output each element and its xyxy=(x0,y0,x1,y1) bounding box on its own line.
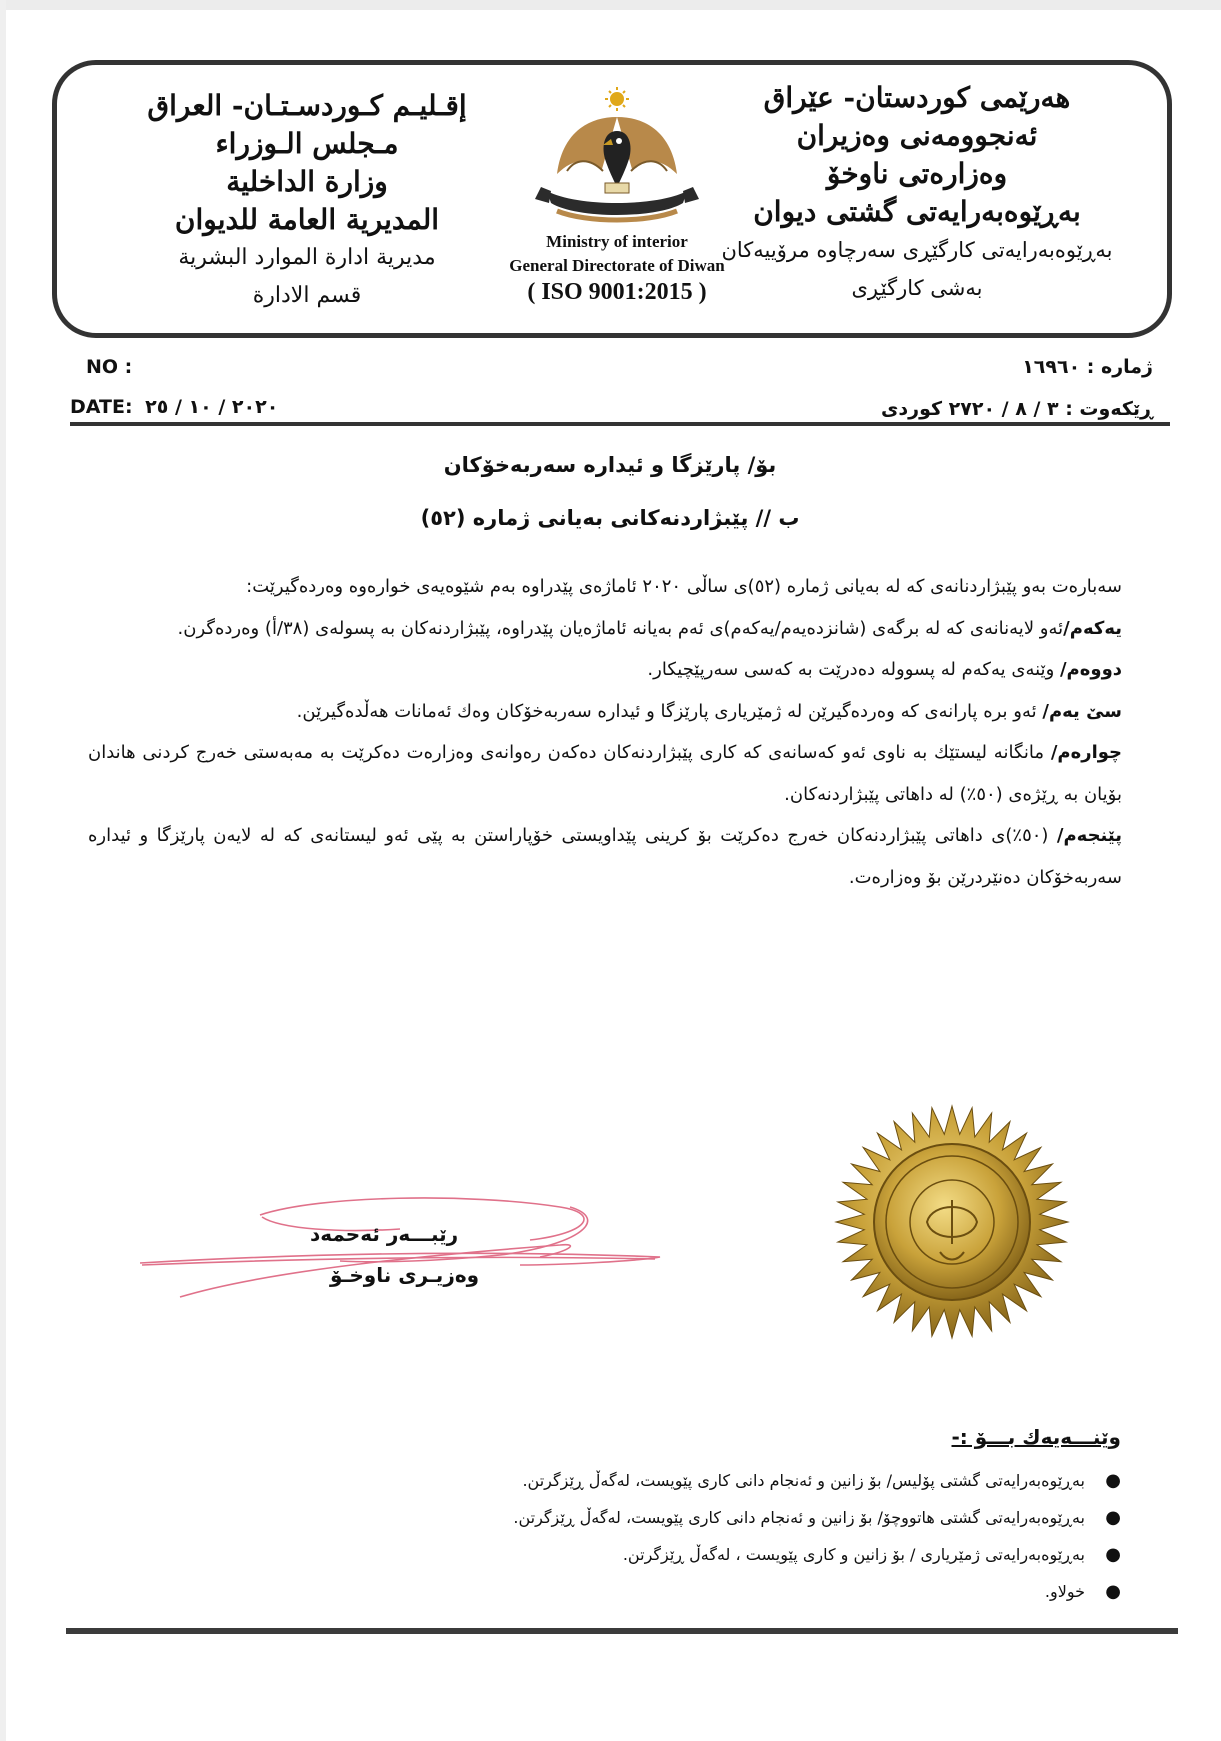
copy-recipient-3: بەڕێوەبەرایەتی ژمێریاری / بۆ زانین و کاری پێویست ، لەگەڵ ڕێزگرتن. xyxy=(622,1545,1085,1564)
bullet-icon: ● xyxy=(1105,1544,1121,1565)
letterhead-kurdish xyxy=(707,79,1127,307)
bullet-icon: ● xyxy=(1105,1507,1121,1528)
date-label-en xyxy=(70,396,278,418)
copy-recipient-2: بەڕێوەبەرایەتی گشتی هاتووچۆ/ بۆ زانین و ئەنجام دانی کاری پێویست، لەگەڵ ڕێزگرتن. xyxy=(513,1508,1085,1527)
body-intro: سەبارەت بەو پێبژاردنانەی کە لە بەیانی ژمارە (٥٢)ی ساڵی ٢٠٢٠ ئاماژەی پێدراوە بەم شێوەیەی خوارەوە وەردەگیرێت: xyxy=(246,576,1122,597)
iso-certification: ( ISO 9001:2015 ) xyxy=(527,279,707,305)
date-kurdish: ڕێکەوت : ٣ / ٨ / ٢٧٢٠ کوردی xyxy=(880,398,1153,420)
item-5-text: (٥٠٪)ی داهاتی پێبژاردنەکان خەرج دەکرێت بۆ کرینی پێداویستی خۆپاراستن بە پێی ئەو لیستانەی کە لە لایەن پارێزگا و ئیدارە سەربەخۆکان دەنێردرێن بۆ وەزارەت. xyxy=(88,825,1122,888)
body-item-2 xyxy=(88,649,1122,691)
kurdish-council-line: ئەنجوومەنی وەزیران xyxy=(796,119,1038,152)
arabic-admin-line: قسم الادارة xyxy=(252,283,362,308)
letterhead-center xyxy=(497,79,737,307)
number-label-en: NO : xyxy=(86,356,133,378)
signatory-title: وەزیـری ناوخـۆ xyxy=(330,1263,480,1287)
list-item xyxy=(321,1573,1121,1610)
subject-line: ب // پێبژاردنەکانی بەیانی ژمارە (٥٢) xyxy=(420,506,800,530)
kurdistan-eagle-emblem-icon xyxy=(527,79,707,229)
body-item-3 xyxy=(88,691,1122,733)
gold-official-seal-icon xyxy=(832,1102,1072,1342)
arabic-council-line: مـجلس الـوزراء xyxy=(215,127,399,160)
list-item xyxy=(321,1499,1121,1536)
handwritten-signature-icon xyxy=(140,1185,680,1315)
item-1-label: یەکەم/ xyxy=(1063,617,1122,639)
item-5-label: پێنجەم/ xyxy=(1056,825,1123,846)
kurdish-hr-line: بەڕێوەبەرایەتی کارگێڕی سەرچاوە مرۆییەکان xyxy=(721,238,1113,262)
body-item-4 xyxy=(88,732,1122,815)
letterhead-arabic xyxy=(117,87,497,315)
number-kurdish: ژمارە : ١٦٩٦٠ xyxy=(1022,356,1153,378)
item-4-text: مانگانە لیستێك بە ناوی ئەو کەسانەی کە کاری پێبژاردنەکان دەکەن رەوانەی وەزارەت دەکرێت بە مەبەستی خەرج کردنی هاندان بۆیان بە ڕێژەی (٥٠٪) لە داهاتی پێبژاردنەکان. xyxy=(88,742,1122,805)
arabic-ministry-line: وزارة الداخلية xyxy=(226,165,388,198)
signatory-name: رێبـــەر ئەحمەد xyxy=(310,1222,459,1246)
arabic-region-line: إقـليـم كـوردسـتـان- العراق xyxy=(147,89,467,122)
body-item-5 xyxy=(88,815,1122,898)
date-value: ٢٠٢٠ / ١٠ / ٢٥ xyxy=(145,396,279,418)
ministry-english: Ministry of interior xyxy=(546,232,688,251)
header-divider xyxy=(70,422,1170,426)
kurdish-admin-line: بەشی کارگێڕی xyxy=(851,276,983,300)
body-item-1 xyxy=(88,608,1122,650)
arabic-hr-line: مديرية ادارة الموارد البشرية xyxy=(178,245,436,270)
item-2-label: دووەم/ xyxy=(1059,659,1122,680)
letterhead-frame xyxy=(52,60,1172,338)
list-item xyxy=(321,1462,1121,1499)
copies-list xyxy=(321,1462,1121,1610)
kurdish-directorate-line: بەڕێوەبەرایەتی گشتی دیوان xyxy=(753,195,1081,228)
copies-heading: وێنـــەیەك بـــۆ :- xyxy=(951,1425,1121,1449)
page-top-edge xyxy=(0,0,1221,10)
directorate-english: General Directorate of Diwan xyxy=(509,256,725,275)
footer-divider xyxy=(66,1628,1178,1634)
item-2-text: وێنەی یەکەم لە پسوولە دەدرێت بە کەسی سەرپێچیکار. xyxy=(647,659,1060,680)
bullet-icon: ● xyxy=(1105,1581,1121,1602)
item-3-label: سێ یەم/ xyxy=(1042,700,1122,722)
arabic-directorate-line: المديرية العامة للديوان xyxy=(174,203,440,236)
kurdish-ministry-line: وەزارەتی ناوخۆ xyxy=(826,157,1008,190)
letter-body xyxy=(88,566,1122,898)
copy-recipient-1: بەڕێوەبەرایەتی گشتی پۆلیس/ بۆ زانین و ئەنجام دانی کاری پێویست، لەگەڵ ڕێزگرتن. xyxy=(522,1471,1085,1490)
page-left-edge xyxy=(0,0,6,1741)
item-1-text: ئەو لایەنانەی کە لە برگەی (شانزدەیەم/یەکەم)ی ئەم بەیانە ئاماژەیان پێدراوە، پێبژاردنەکان بە پسولەی (٣٨/أ) وەردەگرن. xyxy=(177,617,1064,639)
item-3-text: ئەو برە پارانەی کە وەردەگیرێن لە ژمێریاری پارێزگا و ئیدارە سەربەخۆکان وەك ئەمانات هەڵدەگیرێن. xyxy=(296,700,1043,722)
recipient-line: بۆ/ پارێزگا و ئیدارە سەربەخۆکان xyxy=(443,453,777,477)
copy-recipient-4: خولاو. xyxy=(1044,1582,1085,1601)
item-4-label: چوارەم/ xyxy=(1050,742,1122,763)
bullet-icon: ● xyxy=(1105,1470,1121,1491)
date-label: DATE: xyxy=(70,396,133,418)
kurdish-region-line: هەرێمی کوردستان- عێراق xyxy=(763,81,1071,114)
list-item xyxy=(321,1536,1121,1573)
